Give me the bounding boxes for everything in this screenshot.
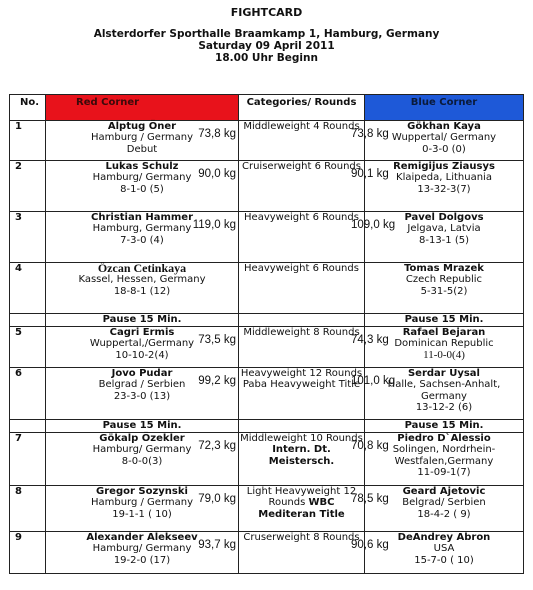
fighter-name: Jovo Pudar <box>111 368 173 379</box>
fighter-name: Christian Hammer <box>91 212 193 223</box>
fighter-origin: Solingen, Nordrhein- <box>392 444 496 456</box>
fighter-origin: Hamburg/ Germany <box>92 172 192 184</box>
fighter-name: Cagri Ermis <box>109 327 175 338</box>
fighter-name: Serdar Uysal <box>407 368 480 379</box>
pause-cat-cell <box>239 420 365 433</box>
fighter-record: 7-3-0 (4) <box>120 234 164 246</box>
bout-category <box>239 433 365 486</box>
fighter-origin: Belgrad/ Serbien <box>402 497 486 509</box>
fighter-weight: 79,0 kg <box>198 493 236 505</box>
bout-number: 1 <box>10 121 46 161</box>
fighter-record: 11-09-1(7) <box>417 466 471 478</box>
bout-category <box>239 327 365 368</box>
bout-row <box>10 486 524 532</box>
bout-number: 5 <box>10 327 46 368</box>
pause-label: Pause 15 Min. <box>46 314 239 327</box>
bout-row <box>10 433 524 486</box>
bout-row <box>10 532 524 574</box>
fighter-name: Gregor Sozynski <box>96 486 188 497</box>
fighter-record: 8-1-0 (5) <box>120 183 164 195</box>
rounds: 8 Rounds <box>313 532 360 543</box>
fighter-record: Debut <box>126 143 158 155</box>
weight-class: Light Heavyweight <box>246 486 341 497</box>
fighter-record: 0-3-0 (0) <box>422 143 466 155</box>
fighter-name: Rafael Bejaran <box>402 327 486 338</box>
bout-category <box>239 161 365 212</box>
blue-corner-fighter <box>351 212 524 263</box>
bout-category <box>239 532 365 574</box>
weight-class: Heavyweight <box>240 368 307 379</box>
rounds: 12 Rounds <box>268 486 357 509</box>
fighter-name: Alptug Öner <box>107 121 177 132</box>
pause-no-cell <box>10 314 46 327</box>
weight-class: Middleweight <box>240 433 307 444</box>
bout-row <box>10 327 524 368</box>
blue-corner-fighter <box>351 486 524 532</box>
bout-number: 8 <box>10 486 46 532</box>
blue-corner-fighter <box>351 368 524 420</box>
fighter-weight: 70,8 kg <box>351 440 389 452</box>
blue-corner-header: Blue Corner <box>365 95 524 121</box>
fighter-record: 23-3-0 (13) <box>113 390 171 402</box>
weight-class: Heavyweight <box>244 263 310 274</box>
fighter-name: Geard Ajetovic <box>402 486 486 497</box>
fighter-name: Lukas Schulz <box>105 161 179 172</box>
fighter-name: DeAndrey Abron <box>397 532 491 543</box>
fighter-record: 19-2-0 (17) <box>113 554 171 566</box>
fighter-origin: Wuppertal,/Germany <box>89 338 195 350</box>
fighter-record: 18-4-2 ( 9) <box>417 508 471 520</box>
rounds: 4 Rounds <box>313 121 360 132</box>
red-corner-fighter <box>46 486 239 532</box>
fighter-weight: 74,3 kg <box>351 334 389 346</box>
bout-row <box>10 263 524 314</box>
fighter-name: Piedro D`Alessio <box>397 433 491 444</box>
rounds: 6 Rounds <box>312 212 359 223</box>
bout-number: 3 <box>10 212 46 263</box>
fighter-record: 8-13-1 (5) <box>418 234 469 246</box>
red-corner-fighter <box>46 161 239 212</box>
fighter-weight: 73,8 kg <box>198 128 236 140</box>
fighter-name: Pavel Dolgovs <box>404 212 484 223</box>
bout-category <box>239 368 365 420</box>
red-corner-fighter <box>46 433 239 486</box>
fighter-record: 10-10-2(4) <box>115 349 169 361</box>
bout-category <box>239 212 365 263</box>
red-corner-header: Red Corner <box>46 95 239 121</box>
fighter-record: 5-31-5(2) <box>420 285 468 297</box>
fighter-name: Gökhan Kaya <box>407 121 481 132</box>
rounds: 6 Rounds <box>314 161 361 172</box>
fighter-origin: Kassel, Hessen, Germany <box>78 274 206 286</box>
categories-header: Categories/ Rounds <box>239 95 365 121</box>
bout-row <box>10 212 524 263</box>
title-belt: WBC Mediteran Title <box>258 497 345 520</box>
weight-class: Middleweight <box>243 121 311 132</box>
venue-line: Alsterdorfer Sporthalle Braamkamp 1, Hamburg, Germany <box>93 28 440 40</box>
pause-label: Pause 15 Min. <box>365 420 524 433</box>
weight-class: Heavyweight <box>244 212 310 223</box>
col-no-header: No. <box>10 95 46 121</box>
fighter-name: Tomas Mrazek <box>404 263 484 274</box>
fighter-weight: 93,7 kg <box>198 539 236 551</box>
fighter-weight: 72,3 kg <box>198 440 236 452</box>
pause-row <box>10 314 524 327</box>
fighter-origin: Belgrad / Serbien <box>98 379 186 391</box>
pause-label: Pause 15 Min. <box>365 314 524 327</box>
fighter-weight: 73,5 kg <box>198 334 236 346</box>
fighter-origin: USA <box>433 543 455 555</box>
rounds: 10 Rounds <box>310 433 363 444</box>
table-header-row <box>10 95 524 121</box>
fighter-weight: 73,8 kg <box>351 128 389 140</box>
bout-category <box>239 486 365 532</box>
bout-category <box>239 121 365 161</box>
fighter-weight: 99,2 kg <box>198 375 236 387</box>
title-belt-line2: Meistersch. <box>268 455 335 467</box>
fighter-record: 11-0-0(4) <box>423 348 465 361</box>
pause-label: Pause 15 Min. <box>46 420 239 433</box>
blue-corner-fighter <box>351 121 524 161</box>
fighter-origin: Jelgava, Latvia <box>407 223 481 235</box>
red-corner-fighter <box>46 121 239 161</box>
date-line: Saturday 09 April 2011 <box>198 40 335 52</box>
time-line: 18.00 Uhr Beginn <box>215 52 318 64</box>
fighter-name: Remigijus Ziausys <box>393 161 495 172</box>
fighter-weight: 90,0 kg <box>198 168 236 180</box>
bout-row <box>10 121 524 161</box>
fighter-origin: Wuppertal/ Germany <box>391 132 497 144</box>
fighter-origin: Hamburg, Germany <box>92 223 192 235</box>
rounds: 6 Rounds <box>312 263 359 274</box>
fighter-origin: Czech Republic <box>405 274 483 286</box>
blue-corner-fighter <box>351 327 524 368</box>
bout-category <box>239 263 365 314</box>
bout-number: 2 <box>10 161 46 212</box>
fighter-weight: 90,6 kg <box>351 539 389 551</box>
blue-corner-fighter <box>365 263 524 314</box>
fighter-weight: 101,0 kg <box>351 375 396 387</box>
fighter-weight: 109,0 kg <box>351 219 396 231</box>
fighter-origin: Hamburg / Germany <box>90 497 194 509</box>
blue-corner-fighter <box>351 433 524 486</box>
fighter-name: Alexander Alekseev <box>86 532 198 543</box>
red-corner-fighter <box>46 263 239 314</box>
bout-row <box>10 368 524 420</box>
fightcard-title: FIGHTCARD <box>230 6 303 19</box>
title-belt: Intern. Dt. <box>272 444 331 456</box>
rounds: 8 Rounds <box>313 327 360 338</box>
rounds: 12 Rounds <box>309 368 363 379</box>
fighter-record: 13-12-2 (6) <box>415 401 473 413</box>
fighter-origin: Klaipeda, Lithuania <box>396 172 492 184</box>
fighter-origin: Hamburg/ Germany <box>92 444 192 456</box>
pause-no-cell <box>10 420 46 433</box>
red-corner-fighter <box>46 212 239 263</box>
red-corner-fighter <box>46 368 239 420</box>
pause-cat-cell <box>239 314 365 327</box>
bout-row <box>10 161 524 212</box>
fighter-origin-country: Germany <box>421 390 467 402</box>
fighter-name: Özcan Cetinkaya <box>97 261 187 275</box>
fighter-weight: 78,5 kg <box>351 493 389 505</box>
fighter-name: Gökalp Özekler <box>99 433 185 444</box>
fighter-record: 13-32-3(7) <box>417 183 471 195</box>
fighter-record: 15-7-0 ( 10) <box>414 554 474 566</box>
blue-corner-fighter <box>351 161 524 212</box>
red-corner-fighter <box>46 532 239 574</box>
fighter-weight: 90,1 kg <box>351 168 389 180</box>
weight-class: Cruserweight <box>243 532 311 543</box>
bout-number: 7 <box>10 433 46 486</box>
fighter-origin-country: Westfalen,Germany <box>394 455 494 467</box>
fighter-weight: 119,0 kg <box>192 219 236 231</box>
weight-class: Cruiserweight <box>242 161 312 172</box>
fighter-origin: Hamburg/ Germany <box>92 543 192 555</box>
fighter-record: 19-1-1 ( 10) <box>112 508 172 520</box>
fighter-record: 18-8-1 (12) <box>113 285 171 297</box>
red-corner-fighter <box>46 327 239 368</box>
bout-number: 4 <box>10 263 46 314</box>
fighter-record: 8-0-0(3) <box>121 455 163 467</box>
fightcard-table <box>9 94 524 574</box>
bout-number: 9 <box>10 532 46 574</box>
fighter-origin: Dominican Republic <box>394 338 494 350</box>
weight-class: Middleweight <box>243 327 311 338</box>
bout-number: 6 <box>10 368 46 420</box>
pause-row <box>10 420 524 433</box>
fighter-origin: Hamburg / Germany <box>90 132 194 144</box>
fighter-origin: Halle, Sachsen-Anhalt, <box>387 379 501 391</box>
title-belt: Paba Heavyweight Title <box>242 379 361 391</box>
blue-corner-fighter <box>351 532 524 574</box>
